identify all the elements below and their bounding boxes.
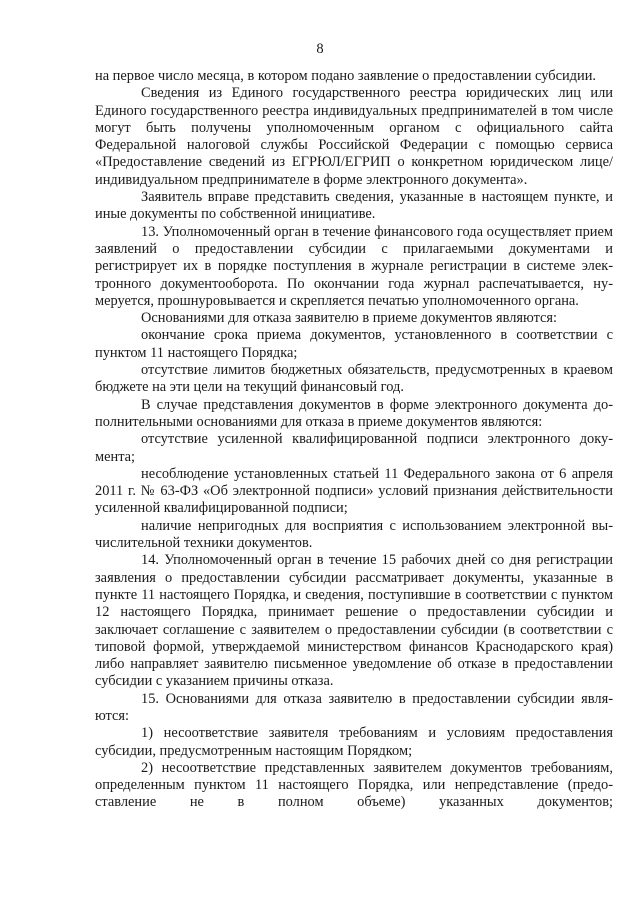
paragraph: Сведения из Единого государственного реестра юридических лиц или Единого государственного реестра индивидуальных предпринимателей в том числе могут быть получены уполномоченным органом с официального сайта Федеральной налоговой службы Российской Федерации с помощью сервиса «Предоставление сведений из ЕГРЮЛ/ЕГРИП о конкретном юридическом лице/индивидуальном предпринимателе в форме электронного документа». (95, 85, 613, 188)
paragraph: окончание срока приема документов, установленного в соответствии с пунктом 11 настоящего Порядка; (95, 327, 613, 361)
paragraph: на первое число месяца, в котором подано заявление о предоставлении субсидии. (95, 68, 596, 84)
page-number: 8 (316, 41, 324, 57)
paragraph: 2) несоответствие представленных заявителем документов требованиям, определенным пунктом 11 настоящего Порядка, или непредставление (предоставление не в полном объеме) указанных документов; (95, 759, 613, 811)
paragraph: 14. Уполномоченный орган в течение 15 рабочих дней со дня регистрации заявления о предоставлении субсидии рассматривает документы, указанные в пункте 11 настоящего Порядка, и сведения, поступившие в соответствии с пунктом 12 настоящего Порядка, принимает решение о предоставлении субсидии и заключает соглашение с заявителем о предоставлении субсидии (в соответствии с типовой формой, утверждаемой министерством финансов Краснодарского края) либо направляет заявителю письменное уведомление об отказе в предоставлении субсидии с указанием причины отказа. (95, 552, 613, 690)
paragraph: несоблюдение установленных статьей 11 Федерального закона от 6 апреля 2011 г. № 63-ФЗ «Об электронной подписи» условий признания действительности усиленной квалифицированной подписи; (95, 465, 613, 517)
paragraph: 13. Уполномоченный орган в течение финансового года осуществляет прием заявлений о предоставлении субсидии с прилагаемыми документами и регистрирует их в порядке поступления в журнале регистрации в системе электронного документооборота. По окончании года журнал распечатывается, нумеруется, прошнуровывается и скрепляется печатью уполномоченного органа. (95, 223, 613, 309)
body-text (95, 68, 613, 812)
paragraph: отсутствие лимитов бюджетных обязательств, предусмотренных в краевом бюджете на эти цели на текущий финансовый год. (95, 362, 613, 396)
paragraph: отсутствие усиленной квалифицированной подписи электронного документа; (95, 431, 613, 465)
paragraph: 1) несоответствие заявителя требованиям и условиям предоставления субсидии, предусмотренным настоящим Порядком; (95, 725, 613, 759)
paragraph: 15. Основаниями для отказа заявителю в предоставлении субсидии являются: (95, 690, 613, 724)
paragraph: наличие непригодных для восприятия с использованием электронной вычислительной техники документов. (95, 517, 613, 552)
paragraph: Основаниями для отказа заявителю в приеме документов являются: (141, 310, 558, 327)
paragraph: Заявитель вправе представить сведения, указанные в настоящем пункте, и иные документы по собственной инициативе. (95, 189, 613, 223)
paragraph: В случае представления документов в форме электронного документа дополнительными основаниями для отказа в приеме документов являются: (95, 396, 613, 430)
